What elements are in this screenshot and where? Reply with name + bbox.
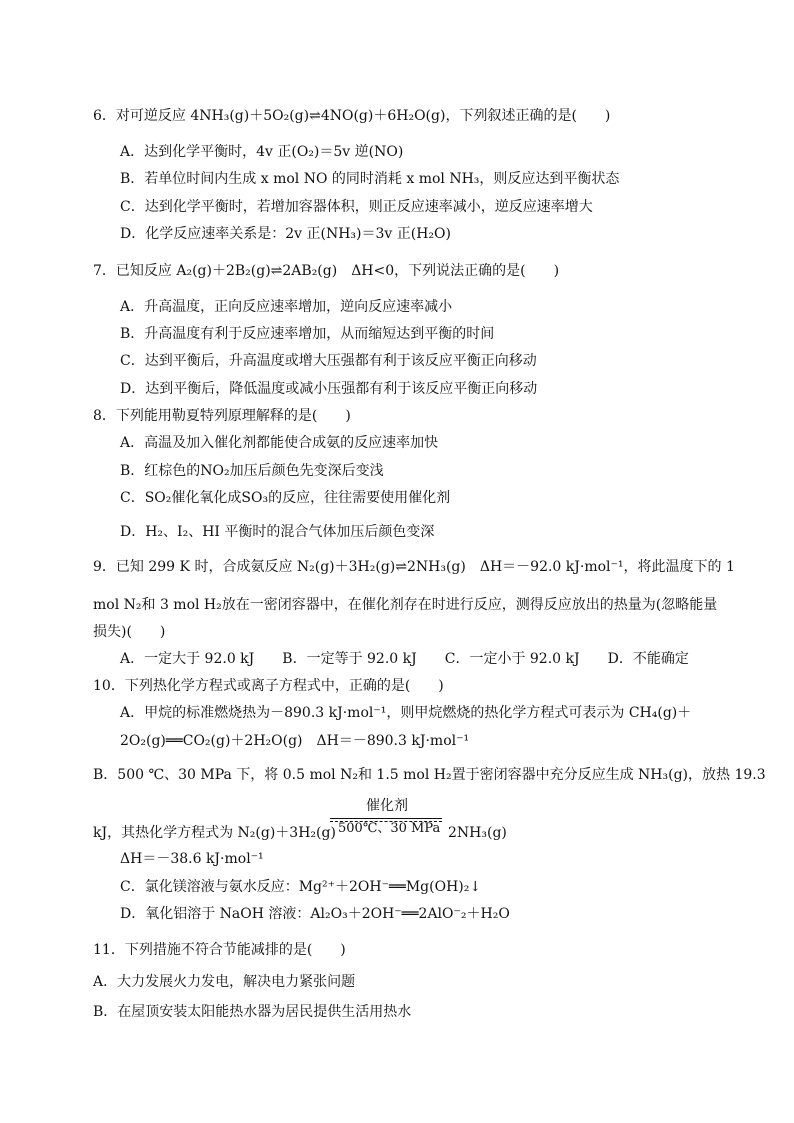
question-8-option-d: D．H₂、I₂、HI 平衡时的混合气体加压后颜色变深 bbox=[120, 524, 435, 540]
question-6-option-c: C．达到化学平衡时，若增加容器体积，则正反应速率减小，逆反应速率增大 bbox=[120, 199, 593, 215]
question-10-option-b-line-2: kJ，其热化学方程式为 N₂(g)＋3H₂(g) bbox=[93, 825, 336, 841]
question-8-stem: 8．下列能用勒夏特列原理解释的是( ) bbox=[93, 408, 351, 424]
question-10-option-b-enthalpy: ΔH＝－38.6 kJ·mol⁻¹ bbox=[120, 851, 264, 867]
question-6-option-a: A．达到化学平衡时，4v 正(O₂)＝5v 逆(NO) bbox=[120, 144, 404, 160]
question-11-option-b: B．在屋顶安装太阳能热水器为居民提供生活用热水 bbox=[93, 1004, 412, 1020]
question-10-option-a-line-1: A．甲烷的标准燃烧热为－890.3 kJ·mol⁻¹，则甲烷燃烧的热化学方程式可表示为 CH₄(g)＋ bbox=[120, 705, 692, 721]
question-7-option-b: B．升高温度有利于反应速率增加，从而缩短达到平衡的时间 bbox=[120, 326, 495, 342]
arrow-forward-line bbox=[330, 818, 442, 819]
condition-label: 500℃、30 MPa bbox=[338, 821, 441, 836]
question-7-option-d: D．达到平衡后，降低温度或减小压强都有利于该反应平衡正向移动 bbox=[120, 381, 538, 397]
question-10-option-b-product: 2NH₃(g) bbox=[448, 825, 507, 841]
question-10-option-a-line-2: 2O₂(g)══CO₂(g)＋2H₂O(g) ΔH＝－890.3 kJ·mol⁻¹ bbox=[120, 733, 470, 749]
question-7-option-a: A．升高温度，正向反应速率增加，逆向反应速率减小 bbox=[120, 299, 453, 315]
catalyst-label: 催化剂 bbox=[366, 798, 408, 814]
question-9-stem-line-1: 9．已知 299 K 时，合成氨反应 N₂(g)＋3H₂(g)⇌2NH₃(g) ΔH＝－92.0 kJ·mol⁻¹，将此温度下的 1 bbox=[93, 559, 735, 575]
question-6-option-d: D．化学反应速率关系是：2v 正(NH₃)＝3v 正(H₂O) bbox=[120, 226, 451, 242]
question-10-stem: 10．下列热化学方程式或离子方程式中，正确的是( ) bbox=[93, 678, 444, 694]
question-10-option-b-line-1: B．500 ℃、30 MPa 下，将 0.5 mol N₂和 1.5 mol H₂置于密闭容器中充分反应生成 NH₃(g)，放热 19.3 bbox=[93, 767, 766, 783]
question-8-option-b: B．红棕色的NO₂加压后颜色先变深后变浅 bbox=[120, 463, 384, 479]
question-9-options: A．一定大于 92.0 kJ B．一定等于 92.0 kJ C．一定小于 92.0 kJ D．不能确定 bbox=[120, 651, 689, 667]
question-8-option-a: A．高温及加入催化剂都能使合成氨的反应速率加快 bbox=[120, 435, 439, 451]
reaction-arrow-with-conditions bbox=[330, 798, 446, 838]
question-7-stem: 7．已知反应 A₂(g)＋2B₂(g)⇌2AB₂(g) ΔH<0，下列说法正确的是( ) bbox=[93, 263, 560, 279]
question-6-stem: 6．对可逆反应 4NH₃(g)＋5O₂(g)⇌4NO(g)＋6H₂O(g)，下列叙述正确的是( ) bbox=[93, 108, 611, 124]
question-9-stem-line-3: 损失)( ) bbox=[93, 624, 166, 640]
question-6-option-b: B．若单位时间内生成 x mol NO 的同时消耗 x mol NH₃，则反应达到平衡状态 bbox=[120, 171, 620, 187]
question-7-option-c: C．达到平衡后，升高温度或增大压强都有利于该反应平衡正向移动 bbox=[120, 353, 537, 369]
question-10-option-d: D．氧化铝溶于 NaOH 溶液：Al₂O₃＋2OH⁻══2AlO⁻₂＋H₂O bbox=[120, 906, 510, 922]
question-9-stem-line-2: mol N₂和 3 mol H₂放在一密闭容器中，在催化剂存在时进行反应，测得反应放出的热量为(忽略能量 bbox=[93, 597, 718, 613]
question-11-option-a: A．大力发展火力发电，解决电力紧张问题 bbox=[93, 974, 356, 990]
question-11-stem: 11．下列措施不符合节能减排的是( ) bbox=[93, 942, 346, 958]
question-10-option-c: C．氯化镁溶液与氨水反应：Mg²⁺＋2OH⁻══Mg(OH)₂↓ bbox=[120, 879, 482, 895]
question-8-option-c: C．SO₂催化氧化成SO₃的反应，往往需要使用催化剂 bbox=[120, 490, 451, 506]
